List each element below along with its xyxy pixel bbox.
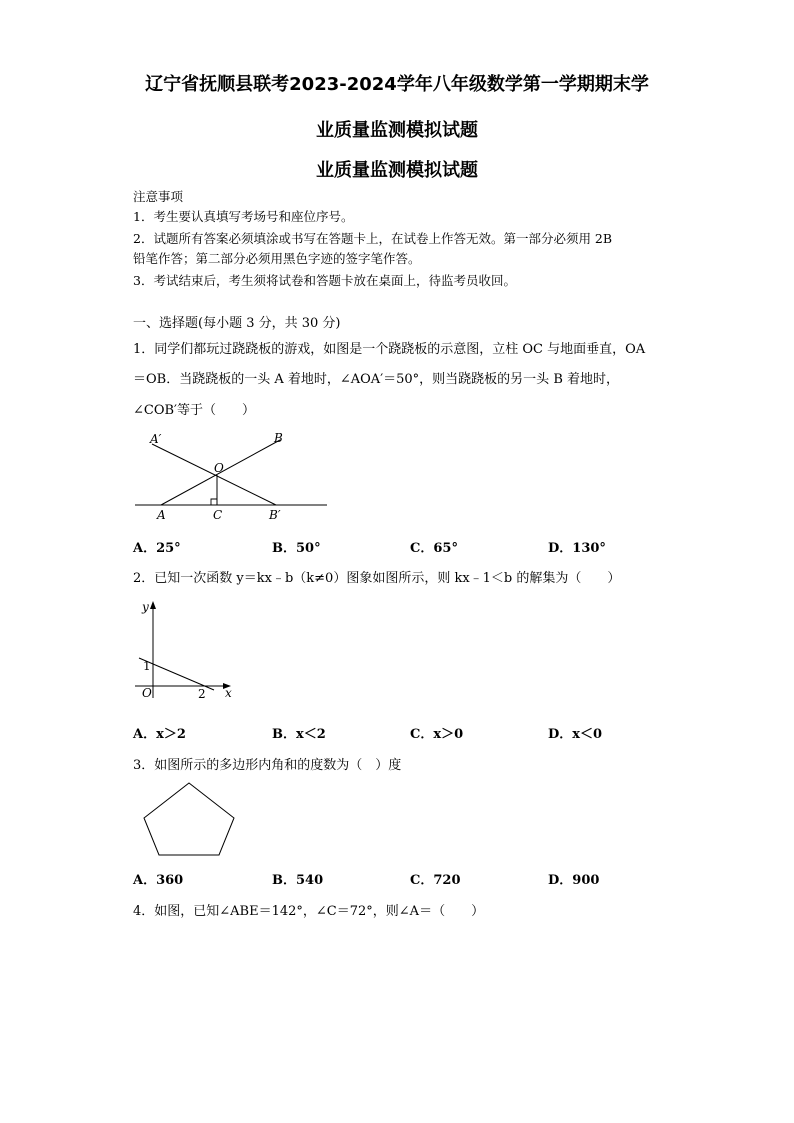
label-x: x (225, 686, 232, 700)
q2-option-b: B．x＜2 (272, 727, 326, 742)
label-A-prime: A′ (150, 432, 162, 446)
q1-option-b: B．50° (272, 541, 321, 556)
label-y-intercept: 1 (143, 659, 151, 673)
notice-item-2-cont: 铅笔作答；第二部分必须用黑色字迹的签字笔作答。 (133, 251, 421, 266)
seesaw-figure (130, 428, 335, 526)
notice-item-2: 2．试题所有答案必须填涂或书写在答题卡上，在试卷上作答无效。第一部分必须用 2B (133, 231, 613, 246)
page-title-line-3: 业质量监测模拟试题 (316, 160, 478, 181)
question-1-line-1: 1．同学们都玩过跷跷板的游戏，如图是一个跷跷板的示意图，立柱 OC 与地面垂直，OA (133, 342, 646, 357)
label-B-prime: B′ (269, 508, 281, 522)
q2-option-c: C．x＞0 (410, 727, 464, 742)
pentagon (144, 783, 234, 855)
q3-option-a: A．360 (133, 873, 184, 888)
linear-function-graph (130, 598, 240, 704)
label-origin: O (142, 686, 152, 700)
pentagon-figure (140, 780, 240, 860)
q3-option-b: B．540 (272, 873, 324, 888)
page-title-line-2: 业质量监测模拟试题 (316, 120, 478, 141)
question-2-line-1: 2．已知一次函数 y＝kx﹣b（k≠0）图象如图所示，则 kx﹣1＜b 的解集为（ ） (133, 571, 621, 586)
q1-option-d: D．130° (548, 541, 606, 556)
section-heading: 一、选择题(每小题 3 分，共 30 分) (133, 316, 341, 331)
y-axis-arrow (150, 601, 156, 609)
right-angle-mark (211, 499, 217, 505)
q2-option-d: D．x＜0 (548, 727, 603, 742)
label-x-intercept: 2 (198, 687, 206, 701)
question-3-line-1: 3．如图所示的多边形内角和的度数为（ ）度 (133, 758, 402, 773)
label-B: B (274, 431, 283, 445)
question-4-line-1: 4．如图，已知∠ABE＝142°，∠C＝72°，则∠A＝（ ） (133, 904, 485, 919)
q3-option-c: C．720 (410, 873, 461, 888)
question-1-line-3: ∠COB′等于（ ） (133, 403, 256, 418)
label-A: A (157, 508, 166, 522)
page-title-line-1: 辽宁省抚顺县联考2023-2024学年八年级数学第一学期期末学 (145, 74, 649, 95)
q1-option-a: A．25° (133, 541, 181, 556)
label-C: C (213, 508, 223, 522)
notice-item-3: 3．考试结束后，考生须将试卷和答题卡放在桌面上，待监考员收回。 (133, 273, 516, 288)
q2-option-a: A．x＞2 (133, 727, 186, 742)
q3-option-d: D．900 (548, 873, 600, 888)
notice-heading: 注意事项 (133, 189, 184, 204)
q1-option-c: C．65° (410, 541, 458, 556)
label-O: O (214, 461, 224, 475)
question-1-line-2: ＝OB．当跷跷板的一头 A 着地时，∠AOA′＝50°，则当跷跷板的另一头 B 着地时， (133, 372, 620, 387)
notice-item-1: 1．考生要认真填写考场号和座位序号。 (133, 209, 354, 224)
label-y: y (142, 600, 149, 614)
